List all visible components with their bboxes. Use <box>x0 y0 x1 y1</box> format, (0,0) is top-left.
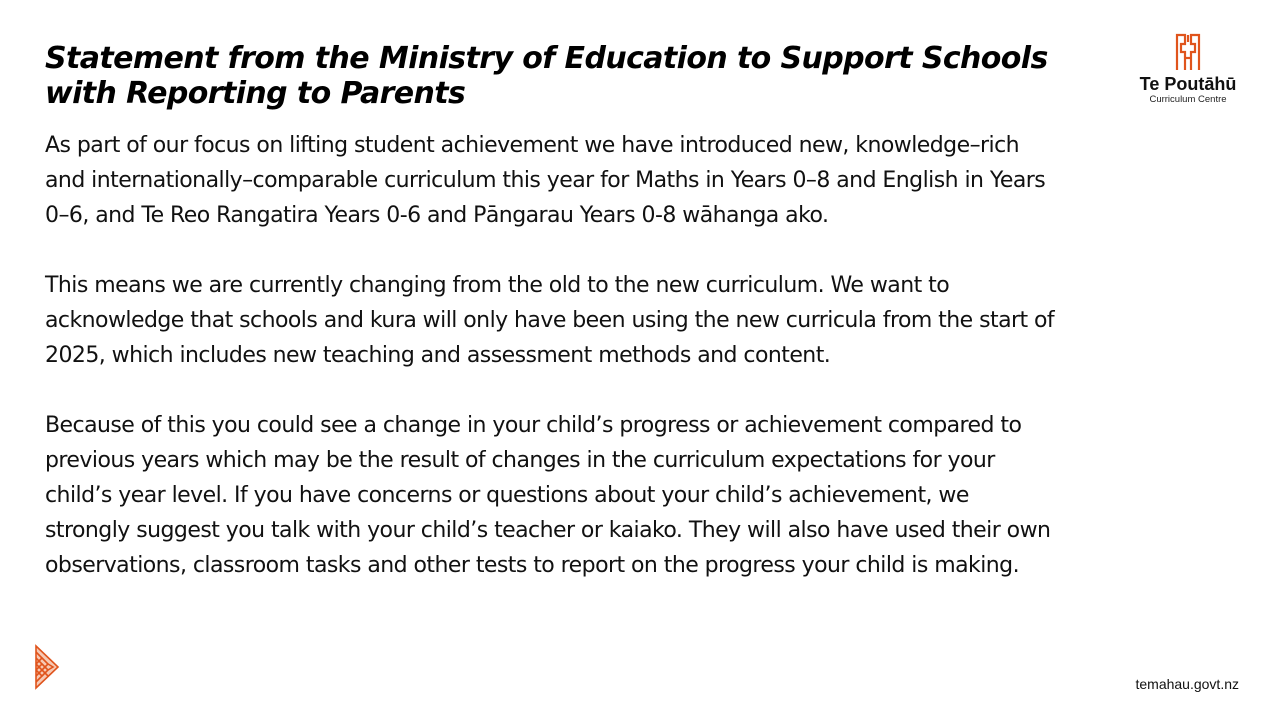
paragraph-line: 2025, which includes new teaching and assessment methods and content. <box>45 343 831 368</box>
paragraph-1 <box>45 128 1255 233</box>
footer-url: temahau.govt.nz <box>1135 676 1239 692</box>
paragraph-line: observations, classroom tasks and other tests to report on the progress your child is making. <box>45 553 1020 578</box>
te-poutahu-logo <box>1128 32 1248 105</box>
paragraph-line: As part of our focus on lifting student achievement we have introduced new, knowledge–rich <box>45 133 1020 158</box>
paragraph-line: and internationally–comparable curriculum this year for Maths in Years 0–8 and English in Years <box>45 168 1046 193</box>
paragraph-line: Because of this you could see a change in your child’s progress or achievement compared to <box>45 413 1022 438</box>
paragraph-3 <box>45 408 1255 583</box>
slide-title-line-1: Statement from the Ministry of Education to Support Schools <box>45 41 1048 76</box>
paragraph-line: strongly suggest you talk with your child’s teacher or kaiako. They will also have used their own <box>45 518 1051 543</box>
paragraph-line: child’s year level. If you have concerns or questions about your child’s achievement, we <box>45 483 969 508</box>
statement-body <box>45 128 1255 583</box>
slide-title <box>45 41 1105 111</box>
slide-title-line-2: with Reporting to Parents <box>45 76 466 111</box>
logo-name: Te Poutāhū <box>1139 74 1237 94</box>
paragraph-line: 0–6, and Te Reo Rangatira Years 0-6 and Pāngarau Years 0-8 wāhanga ako. <box>45 203 829 228</box>
paragraph-line: previous years which may be the result of changes in the curriculum expectations for your <box>45 448 995 473</box>
paragraph-line: This means we are currently changing from the old to the new curriculum. We want to <box>45 273 950 298</box>
logo-subtitle: Curriculum Centre <box>1149 94 1227 105</box>
te-poutahu-pou-icon <box>1174 32 1202 72</box>
chevron-pattern-icon <box>34 644 60 690</box>
paragraph-2 <box>45 268 1255 373</box>
paragraph-line: acknowledge that schools and kura will only have been using the new curricula from the start of <box>45 308 1055 333</box>
